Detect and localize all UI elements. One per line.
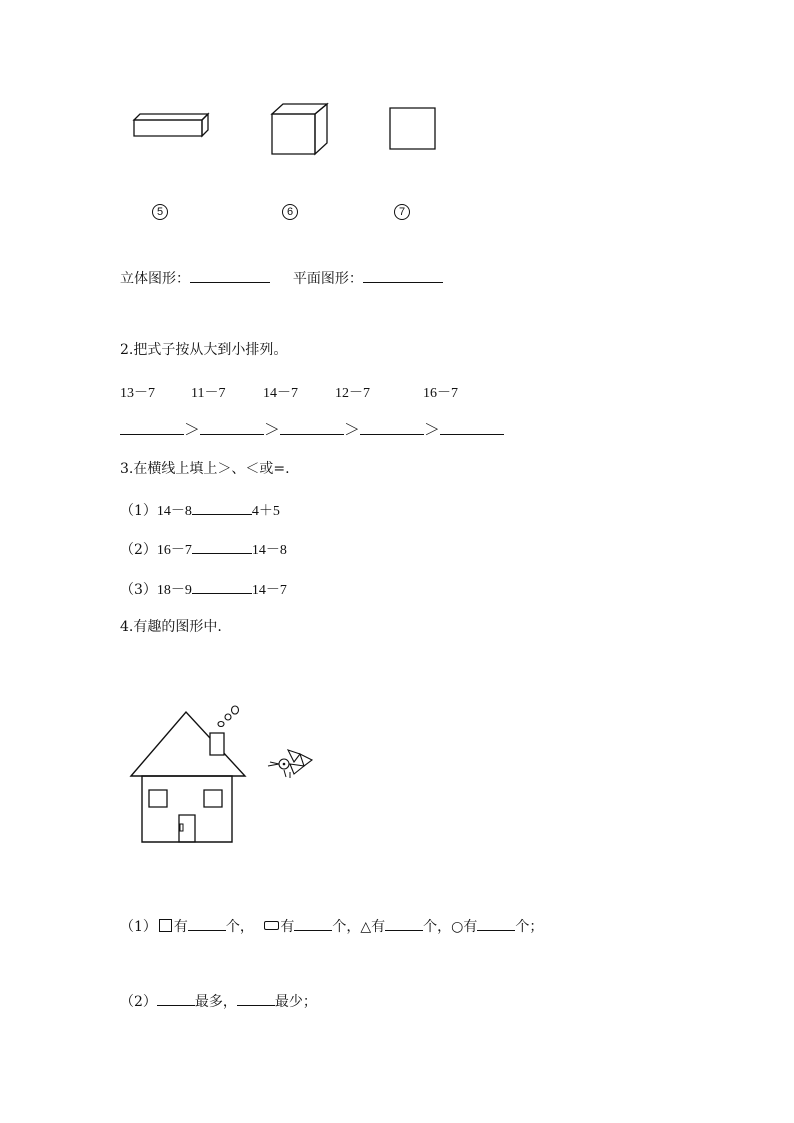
square-icon [159,919,172,932]
solid-answer-blank[interactable] [190,268,270,283]
cube-figure [271,103,331,157]
label-5 [152,200,168,220]
circle-count-blank[interactable] [477,916,515,931]
rect-has: 有 [280,919,295,935]
label-7 [394,200,410,220]
gt-sign: ＞ [424,420,441,439]
compare-blank-3[interactable] [192,579,252,594]
q3-item-2 [120,539,287,560]
solid-label: 立体图形： [120,271,190,287]
item-index: （3） [120,582,157,598]
bird-figure [266,746,316,780]
q2-title: 2.把式子按从大到小排列。 [120,342,288,358]
q2-expr-1: 13－7 [120,386,155,401]
q2-expr-3: 14－7 [263,386,298,401]
unit: 个， [225,919,254,935]
plane-label: 平面图形： [292,271,363,287]
q3-item-1 [120,500,280,521]
plane-answer-blank[interactable] [363,268,443,283]
item-index: （2） [120,994,157,1010]
compare-blank-2[interactable] [192,539,252,554]
item-right: 4＋5 [251,504,280,519]
q2-expr-5: 16－7 [423,386,458,401]
order-blank-2[interactable] [200,420,264,435]
order-blank-4[interactable] [360,420,424,435]
q3-title: 3.在横线上填上＞、＜或=. [120,461,290,477]
circled-number: 7 [394,204,410,220]
unit: 个， [423,919,452,935]
item-index: （1） [120,919,157,935]
circle-has: 有 [463,919,478,935]
q2-expr-2: 11－7 [191,386,226,401]
item-right: 14－8 [251,543,287,558]
house-figure [128,704,248,846]
circled-number: 6 [282,204,298,220]
square-has: 有 [173,919,188,935]
classify-line [120,268,443,288]
q4-line-2 [120,991,317,1011]
gt-sign: ＞ [264,420,281,439]
unit: 个， [332,919,361,935]
q4-line-1 [120,916,543,936]
label-6 [282,200,298,220]
order-blank-1[interactable] [120,420,184,435]
most-blank[interactable] [157,991,195,1006]
least-blank[interactable] [237,991,275,1006]
q3-item-3 [120,579,287,600]
item-index: （2） [120,542,157,558]
order-blank-5[interactable] [440,420,504,435]
q2-order-line [120,420,504,439]
order-blank-3[interactable] [280,420,344,435]
unit-last: 个； [515,919,544,935]
circled-number: 5 [152,204,168,220]
q2-expr-4: 12－7 [335,386,370,401]
gt-sign: ＞ [184,420,201,439]
rectangle-icon [264,921,279,930]
item-left: 18－9 [156,583,192,598]
tri-count-blank[interactable] [385,916,423,931]
rect-count-blank[interactable] [294,916,332,931]
most-label: 最多， [194,994,237,1010]
item-index: （1） [120,503,157,519]
square-count-blank[interactable] [188,916,226,931]
cuboid-figure [133,113,209,139]
compare-blank-1[interactable] [192,500,252,515]
tri-has: 有 [371,919,386,935]
gt-sign: ＞ [344,420,361,439]
least-label: 最少； [274,994,317,1010]
item-left: 14－8 [156,504,192,519]
triangle-icon: △ [360,919,372,935]
item-right: 14－7 [251,583,287,598]
q4-title: 4.有趣的图形中. [120,619,222,635]
item-left: 16－7 [156,543,192,558]
square-figure [389,107,437,151]
circle-icon: ○ [451,919,464,935]
